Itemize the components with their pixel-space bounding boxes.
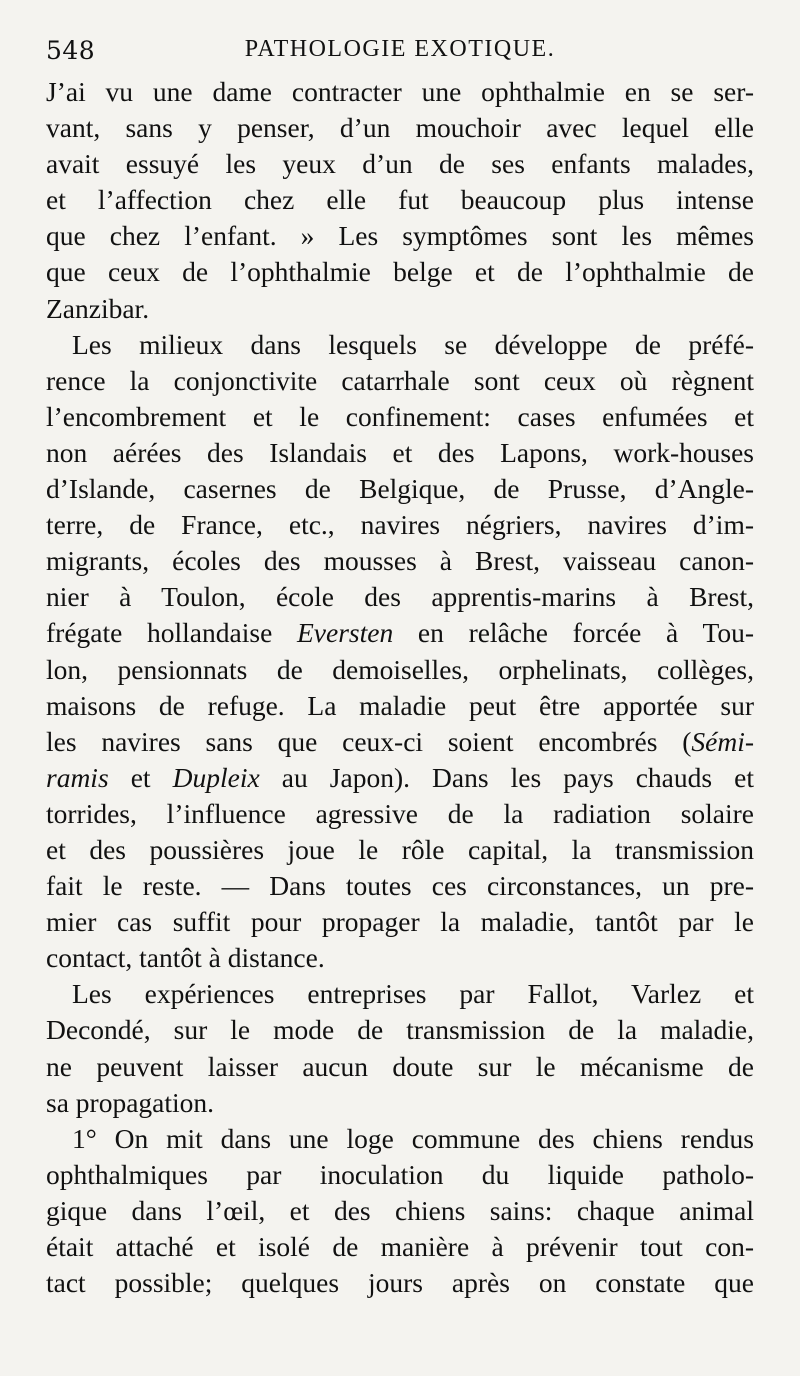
text-line: gique dans l’œil, et des chiens sains: chaque animal <box>46 1194 754 1226</box>
text-line: les navires sans que ceux-ci soient encombrés (Sémi- <box>46 725 754 757</box>
page-number: 548 <box>46 36 96 65</box>
body-text <box>46 74 754 1301</box>
text-line: tact possible; quelques jours après on constate que <box>46 1267 754 1299</box>
running-title: PATHOLOGIE EXOTIQUE. <box>244 36 556 62</box>
text-line: 1° On mit dans une loge commune des chiens rendus <box>72 1122 754 1154</box>
paragraph <box>46 74 754 327</box>
text-line: Les expériences entreprises par Fallot, Varlez et <box>72 978 754 1010</box>
text-line: Les milieux dans lesquels se développe de préfé- <box>72 328 754 360</box>
text-line: rence la conjonctivite catarrhale sont ceux où règnent <box>46 364 754 396</box>
text-line: ramis et Dupleix au Japon). Dans les pays chauds et <box>46 761 754 793</box>
text-line: frégate hollandaise Eversten en relâche forcée à Tou- <box>46 617 754 649</box>
text-line: et l’affection chez elle fut beaucoup plus intense <box>46 184 754 216</box>
text-line: et des poussières joue le rôle capital, la transmission <box>46 833 754 865</box>
text-line: migrants, écoles des mousses à Brest, vaisseau canon- <box>46 545 754 577</box>
text-line: terre, de France, etc., navires négriers, navires d’im- <box>46 509 754 541</box>
text-line: contact, tantôt à distance. <box>46 942 325 974</box>
text-line: nier à Toulon, école des apprentis-marins à Brest, <box>46 581 754 613</box>
text-line: fait le reste. — Dans toutes ces circonstances, un pre- <box>46 870 754 902</box>
text-line: Zanzibar. <box>46 292 150 324</box>
text-line: l’encombrement et le confinement: cases enfumées et <box>46 400 754 432</box>
text-line: maisons de refuge. La maladie peut être apportée sur <box>46 689 754 721</box>
text-line: non aérées des Islandais et des Lapons, work-houses <box>46 436 754 468</box>
text-line: que chez l’enfant. » Les symptômes sont les mêmes <box>46 220 754 252</box>
paragraph <box>46 1121 754 1301</box>
text-line: torrides, l’influence agressive de la radiation solaire <box>46 797 754 829</box>
text-line: était attaché et isolé de manière à prévenir tout con- <box>46 1231 754 1262</box>
text-line: que ceux de l’ophthalmie belge et de l’ophthalmie de <box>46 256 754 288</box>
text-line: vant, sans y penser, d’un mouchoir avec lequel elle <box>46 112 754 144</box>
text-line: Decondé, sur le mode de transmission de la maladie, <box>46 1014 754 1046</box>
text-line: lon, pensionnats de demoiselles, orphelinats, collèges, <box>46 653 754 685</box>
text-line: ophthalmiques par inoculation du liquide patholo- <box>46 1158 754 1190</box>
text-line: J’ai vu une dame contracter une ophthalmie en se ser- <box>46 76 754 107</box>
paragraph <box>46 327 754 977</box>
paragraph <box>46 976 754 1120</box>
running-header <box>46 30 754 74</box>
text-line: ne peuvent laisser aucun doute sur le mécanisme de <box>46 1050 754 1082</box>
text-line: d’Islande, casernes de Belgique, de Prusse, d’Angle- <box>46 473 754 505</box>
text-line: sa propagation. <box>46 1086 215 1118</box>
text-line: avait essuyé les yeux d’un de ses enfants malades, <box>46 148 754 180</box>
text-line: mier cas suffit pour propager la maladie, tantôt par le <box>46 906 754 938</box>
